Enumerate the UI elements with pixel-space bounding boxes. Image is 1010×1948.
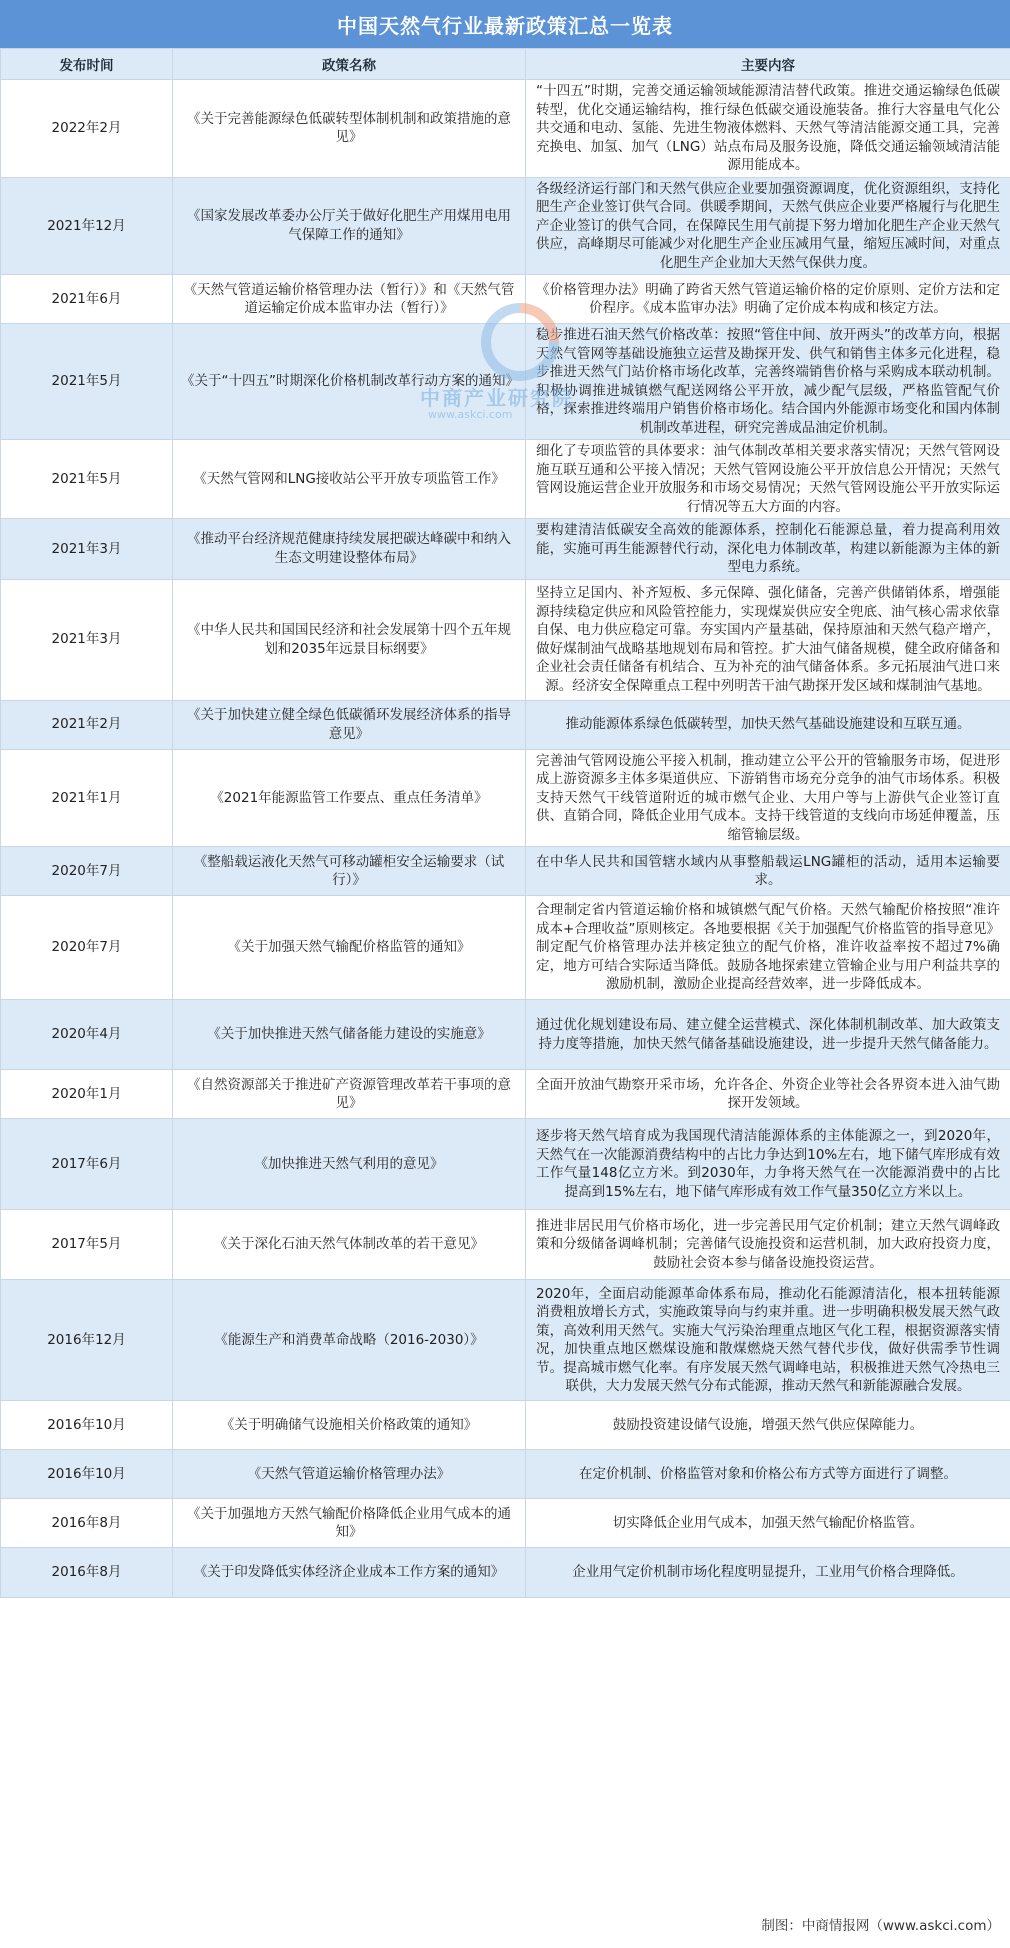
row-date: 2020年7月 (1, 896, 173, 1000)
row-content: 逐步将天然气培育成为我国现代清洁能源体系的主体能源之一，到2020年，天然气在一次能源消费结构中的占比力争达到10%左右，地下储气库形成有效工作气量148亿立方米。到2030年，力争将天然气在一次能源消费中的占比提高到15%左右，地下储气库形成有效工作气量350亿立方米以上。 (526, 1119, 1010, 1210)
row-content: “十四五”时期，完善交通运输领域能源清洁替代政策。推进交通运输绿色低碳转型，优化交通运输结构，推行绿色低碳交通设施装备。推行大容量电气化公共交通和电动、氢能、先进生物液体燃料、天然气等清洁能源交通工具，完善充换电、加氢、加气（LNG）站点布局及服务设施，降低交通运输领域清洁能源用能成本。 (526, 80, 1010, 178)
row-content: 全面开放油气勘察开采市场，允许各企、外资企业等社会各界资本进入油气勘探开发领域。 (526, 1070, 1010, 1119)
row-policy-name: 《中华人民共和国国民经济和社会发展第十四个五年规划和2035年远景目标纲要》 (173, 579, 526, 700)
row-content: 通过优化规划建设布局、建立健全运营模式、深化体制机制改革、加大政策支持力度等措施，加快天然气储备基础设施建设，进一步提升天然气储备能力。 (526, 1000, 1010, 1070)
row-date: 2021年5月 (1, 324, 173, 440)
row-content: 坚持立足国内、补齐短板、多元保障、强化储备，完善产供储销体系，增强能源持续稳定供应和风险管控能力，实现煤炭供应安全兜底、油气核心需求依靠自保、电力供应稳定可靠。夯实国内产量基础，保持原油和天然气稳产增产，做好煤制油气战略基地规划布局和管控。扩大油气储备规模，健全政府储备和企业社会责任储备有机结合、互为补充的油气储备体系。多元拓展油气进口来源。经济安全保障重点工程中列明苦干油气勘探开发区域和煤制油气基地。 (526, 579, 1010, 700)
row-policy-name: 《2021年能源监管工作要点、重点任务清单》 (173, 749, 526, 847)
row-policy-name: 《国家发展改革委办公厅关于做好化肥生产用煤用电用气保障工作的通知》 (173, 177, 526, 275)
table-row (1, 896, 1010, 1000)
row-date: 2020年4月 (1, 1000, 173, 1070)
table-row (1, 440, 1010, 519)
table-row (1, 177, 1010, 275)
row-content: 细化了专项监管的具体要求：油气体制改革相关要求落实情况；天然气管网设施互联互通和公平接入情况；天然气管网设施公平开放信息公开情况；天然气管网设施运营企业开放服务和市场交易情况；天然气管网设施公平开放实际运行情况等五大方面的内容。 (526, 440, 1010, 519)
row-policy-name: 《关于加快推进天然气储备能力建设的实施意》 (173, 1000, 526, 1070)
table-row (1, 1000, 1010, 1070)
row-content: 完善油气管网设施公平接入机制，推动建立公平公开的管输服务市场，促进形成上游资源多主体多渠道供应、下游销售市场充分竞争的油气市场体系。积极支持天然气干线管道附近的城市燃气企业、大用户等与上游供气企业签订直供、直销合同，降低企业用气成本。支持干线管道的支线向市场延伸覆盖，压缩管输层级。 (526, 749, 1010, 847)
row-content: 鼓励投资建设储气设施，增强天然气供应保障能力。 (526, 1401, 1010, 1450)
policy-table (0, 48, 1010, 1598)
row-policy-name: 《关于明确储气设施相关价格政策的通知》 (173, 1401, 526, 1450)
row-date: 2016年10月 (1, 1401, 173, 1450)
row-content: 企业用气定价机制市场化程度明显提升，工业用气价格合理降低。 (526, 1548, 1010, 1598)
row-policy-name: 《自然资源部关于推进矿产资源管理改革若干事项的意见》 (173, 1070, 526, 1119)
row-date: 2017年6月 (1, 1119, 173, 1210)
header-content: 主要内容 (526, 49, 1010, 80)
table-row (1, 1070, 1010, 1119)
row-content: 合理制定省内管道运输价格和城镇燃气配气价格。天然气输配价格按照“准许成本+合理收益”原则核定。各地要根据《关于加强配气价格监管的指导意见》制定配气价格管理办法并核定独立的配气价格，准许收益率按不超过7%确定，地方可结合实际适当降低。鼓励各地探索建立管输企业与用户利益共享的激励机制，激励企业提高经营效率，进一步降低成本。 (526, 896, 1010, 1000)
row-policy-name: 《能源生产和消费革命战略（2016-2030）》 (173, 1280, 526, 1401)
row-content: 切实降低企业用气成本，加强天然气输配价格监管。 (526, 1499, 1010, 1548)
row-policy-name: 《关于加强地方天然气输配价格降低企业用气成本的通知》 (173, 1499, 526, 1548)
row-date: 2021年3月 (1, 519, 173, 580)
row-content: 推动能源体系绿色低碳转型，加快天然气基础设施建设和互联互通。 (526, 700, 1010, 749)
row-policy-name: 《关于加强天然气输配价格监管的通知》 (173, 896, 526, 1000)
row-date: 2021年6月 (1, 275, 173, 324)
table-header-row (1, 49, 1010, 80)
row-policy-name: 《天然气管网和LNG接收站公平开放专项监管工作》 (173, 440, 526, 519)
row-policy-name: 《关于完善能源绿色低碳转型体制机制和政策措施的意见》 (173, 80, 526, 178)
table-row (1, 1119, 1010, 1210)
row-content: 稳步推进石油天然气价格改革：按照“管住中间、放开两头”的改革方向，根据天然气管网等基础设施独立运营及勘探开发、供气和销售主体多元化进程，稳步推进天然气门站价格市场化改革，完善终端销售价格与采购成本联动机制。积极协调推进城镇燃气配送网络公平开放，减少配气层级，严格监管配气价格，探索推进终端用户销售价格市场化。结合国内外能源市场变化和国内体制机制改革进程，研究完善成品油定价机制。 (526, 324, 1010, 440)
table-row (1, 1210, 1010, 1280)
row-content: 推进非居民用气价格市场化，进一步完善民用气定价机制；建立天然气调峰政策和分级储备调峰机制；完善储气设施投资和运营机制，加大政府投资力度，鼓励社会资本参与储备设施投资运营。 (526, 1210, 1010, 1280)
table-row (1, 519, 1010, 580)
row-date: 2020年7月 (1, 847, 173, 896)
row-content: 各级经济运行部门和天然气供应企业要加强资源调度，优化资源组织，支持化肥生产企业签订供气合同。供暖季期间，天然气供应企业要严格履行与化肥生产企业签订的供气合同，在保障民生用气前提下努力增加化肥生产企业天然气供应，高峰期尽可能减少对化肥生产企业压减用气量，缩短压减时间，对重点化肥生产企业加大天然气保供力度。 (526, 177, 1010, 275)
row-policy-name: 《推动平台经济规范健康持续发展把碳达峰碳中和纳入生态文明建设整体布局》 (173, 519, 526, 580)
row-date: 2016年12月 (1, 1280, 173, 1401)
row-date: 2021年12月 (1, 177, 173, 275)
table-title: 中国天然气行业最新政策汇总一览表 (0, 0, 1010, 48)
row-content: 2020年，全面启动能源革命体系布局，推动化石能源清洁化，根本扭转能源消费粗放增长方式，实施政策导向与约束并重。进一步明确积极发展天然气政策，高效利用天然气。实施大气污染治理重点地区气化工程，根据资源落实情况，加快重点地区燃煤设施和散煤燃烧天然气替代步伐，做好供需季节性调节。提高城市燃气化率。有序发展天然气调峰电站，积极推进天然气冷热电三联供，大力发展天然气分布式能源，推动天然气和新能源融合发展。 (526, 1280, 1010, 1401)
table-row (1, 1499, 1010, 1548)
table-row (1, 700, 1010, 749)
header-policy-name: 政策名称 (173, 49, 526, 80)
header-date: 发布时间 (1, 49, 173, 80)
watermark-url: www.askci.com (428, 408, 513, 421)
row-date: 2021年1月 (1, 749, 173, 847)
row-policy-name: 《加快推进天然气利用的意见》 (173, 1119, 526, 1210)
table-row (1, 275, 1010, 324)
row-policy-name: 《整船载运液化天然气可移动罐柜安全运输要求（试行）》 (173, 847, 526, 896)
row-policy-name: 《天然气管道运输价格管理办法（暂行）》和《天然气管道运输定价成本监审办法（暂行）》 (173, 275, 526, 324)
table-row (1, 1401, 1010, 1450)
row-date: 2021年3月 (1, 579, 173, 700)
row-date: 2020年1月 (1, 1070, 173, 1119)
row-policy-name: 《关于“十四五”时期深化价格机制改革行动方案的通知》 (173, 324, 526, 440)
row-content: 在中华人民共和国管辖水域内从事整船载运LNG罐柜的活动，适用本运输要求。 (526, 847, 1010, 896)
row-date: 2022年2月 (1, 80, 173, 178)
table-row (1, 1548, 1010, 1598)
row-content: 《价格管理办法》明确了跨省天然气管道运输价格的定价原则、定价方法和定价程序。《成本监审办法》明确了定价成本构成和核定方法。 (526, 275, 1010, 324)
row-date: 2016年10月 (1, 1450, 173, 1499)
table-row (1, 579, 1010, 700)
row-policy-name: 《关于印发降低实体经济企业成本工作方案的通知》 (173, 1548, 526, 1598)
row-policy-name: 《天然气管道运输价格管理办法》 (173, 1450, 526, 1499)
row-date: 2017年5月 (1, 1210, 173, 1280)
row-content: 要构建清洁低碳安全高效的能源体系，控制化石能源总量，着力提高利用效能，实施可再生能源替代行动，深化电力体制改革，构建以新能源为主体的新型电力系统。 (526, 519, 1010, 580)
source-credit: 制图：中商情报网（www.askci.com） (761, 1918, 1000, 1934)
row-content: 在定价机制、价格监管对象和价格公布方式等方面进行了调整。 (526, 1450, 1010, 1499)
row-date: 2021年2月 (1, 700, 173, 749)
table-row (1, 80, 1010, 178)
watermark-text: 中商产业研究院 (420, 386, 574, 410)
row-policy-name: 《关于深化石油天然气体制改革的若干意见》 (173, 1210, 526, 1280)
table-row (1, 1280, 1010, 1401)
row-date: 2016年8月 (1, 1499, 173, 1548)
table-row (1, 749, 1010, 847)
row-policy-name: 《关于加快建立健全绿色低碳循环发展经济体系的指导意见》 (173, 700, 526, 749)
table-row (1, 1450, 1010, 1499)
row-date: 2021年5月 (1, 440, 173, 519)
row-date: 2016年8月 (1, 1548, 173, 1598)
table-row (1, 847, 1010, 896)
